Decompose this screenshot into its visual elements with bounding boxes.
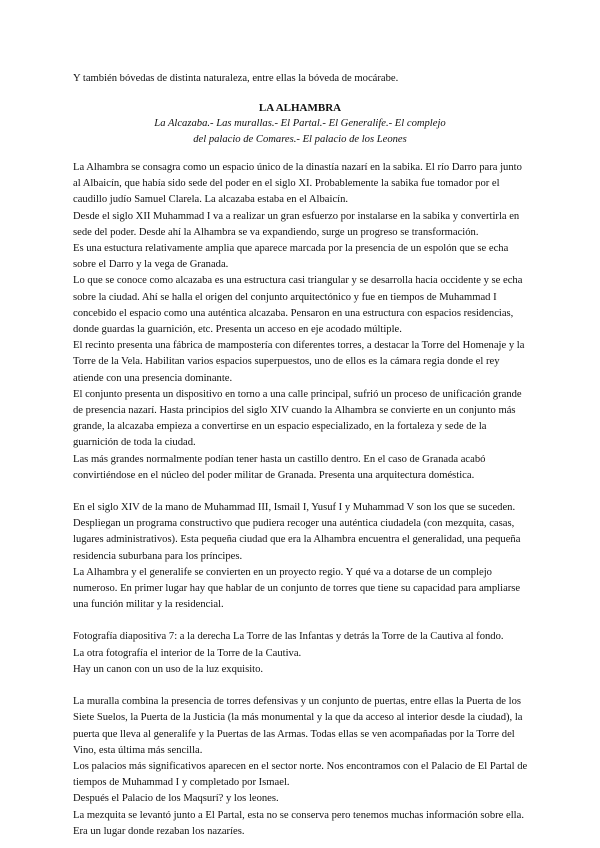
paragraph: La Alhambra y el generalife se convierten en un proyecto regio. Y qué va a dotarse de un complejo numeroso. En primer lugar hay que hablar de un conjunto de torres que tiene su capacidad para ampliarse una función militar y la residencial. xyxy=(73,566,521,611)
section-subtitle xyxy=(0,116,600,148)
paragraph: En el siglo XIV de la mano de Muhammad III, Ismail I, Yusuf I y Muhammad V son los que se suceden. Despliegan un programa constructivo que pudiera recoger una auténtica ciudadela (con mezquita, casas, lugares administrativos). Esta pequeña ciudad que era la Alhambra encuentra el generalidad, una pequeña residencia suburbana para los príncipes. xyxy=(73,502,521,562)
body-text xyxy=(73,160,528,840)
paragraph-gap xyxy=(73,613,528,629)
paragraph: La mezquita se levantó junto a El Partal, esta no se conserva pero tenemos muchas información sobre ella. Era un lugar donde rezaban los nazaríes. xyxy=(73,809,524,837)
subtitle-line-2: del palacio de Comares.- El palacio de los Leones xyxy=(193,134,407,146)
paragraph: Hay un canon con un uso de la luz exquisito. xyxy=(73,663,264,675)
paragraph: El recinto presenta una fábrica de mampostería con diferentes torres, a destacar la Torre del Homenaje y la Torre de la Vela. Habilitan varios espacios superpuestos, uno de ellos es la cámara regia donde el rey atiende con una presencia dominante. xyxy=(73,340,525,384)
paragraph: La muralla combina la presencia de torres defensivas y un conjunto de puertas, entre ellas la Puerta de los Siete Suelos, la Puerta de la Justicia (la más monumental y la que da acceso al interior desde la ciudad), la puerta que lleva al generalife y la Puertas de las Armas. Todas ellas se ven acompañadas por la Torre del Vino, esta última más sencilla. xyxy=(73,696,523,756)
paragraph-gap xyxy=(73,678,528,694)
paragraph: La Alhambra se consagra como un espacio único de la dinastía nazarí en la sabika. El río Darro para junto al Albaicín, que había sido sede del poder en el siglo XI. Probablemente la sabika fue tomador por el caudillo judío Samuel Clarela. La alcazaba estaba en el Albaicín. xyxy=(73,162,522,206)
paragraph: Lo que se conoce como alcazaba es una estructura casi triangular y se desarrolla hacia occidente y se echa sobre la ciudad. Ahí se halla el origen del conjunto arquitectónico y fue en tiempos de Muhammad I concebido el espacio como una auténtica alcazaba. Pensaron en una estructura con espacios residencias, donde guardas la guarnición, etc. Presenta un acceso en eje acodado múltiple. xyxy=(73,275,523,336)
intro-line: Y también bóvedas de distinta naturaleza, entre ellas la bóveda de mocárabe. xyxy=(73,73,399,84)
section-title: LA ALHAMBRA xyxy=(258,102,342,114)
subtitle-line-1: La Alcazaba.- Las murallas.- El Partal.- El Generalife.- El complejo xyxy=(154,118,446,129)
paragraph: Después el Palacio de los Maqsurí? y los leones. xyxy=(73,793,279,805)
paragraph: Los palacios más significativos aparecen en el sector norte. Nos encontramos con el Palacio de El Partal de tiempos de Muhammad I y completado por Ismael. xyxy=(73,760,528,789)
paragraph: Las más grandes normalmente podían tener hasta un castillo dentro. En el caso de Granada acabó convirtiéndose en el núcleo del poder militar de Granada. Presenta una arquitectura doméstica. xyxy=(73,453,486,481)
paragraph: Desde el siglo XII Muhammad I va a realizar un gran esfuerzo por instalarse en la sabika y convertirla en sede del poder. Desde ahí la Alhambra se va expandiendo, surge un progreso se transformación. xyxy=(73,210,520,238)
paragraph: La otra fotografía el interior de la Torre de la Cautiva. xyxy=(73,647,302,659)
paragraph: Es una estuctura relativamente amplia que aparece marcada por la presencia de un espolón que se echa sobre el Darro y la vega de Granada. xyxy=(73,243,509,271)
paragraph: El conjunto presenta un dispositivo en torno a una calle principal, sufrió un proceso de unificación grande de presencia nazarí. Hasta principios del siglo XIV cuando la Alhambra se convierte en un conjunto más grande, la alcazaba empieza a convertirse en un espacio especializado, en la fortaleza y sede de la guarnición de toda la ciudad. xyxy=(73,388,522,449)
paragraph: Fotografía diapositiva 7: a la derecha La Torre de las Infantas y detrás la Torre de la Cautiva al fondo. xyxy=(73,631,504,643)
paragraph-gap xyxy=(73,484,528,500)
